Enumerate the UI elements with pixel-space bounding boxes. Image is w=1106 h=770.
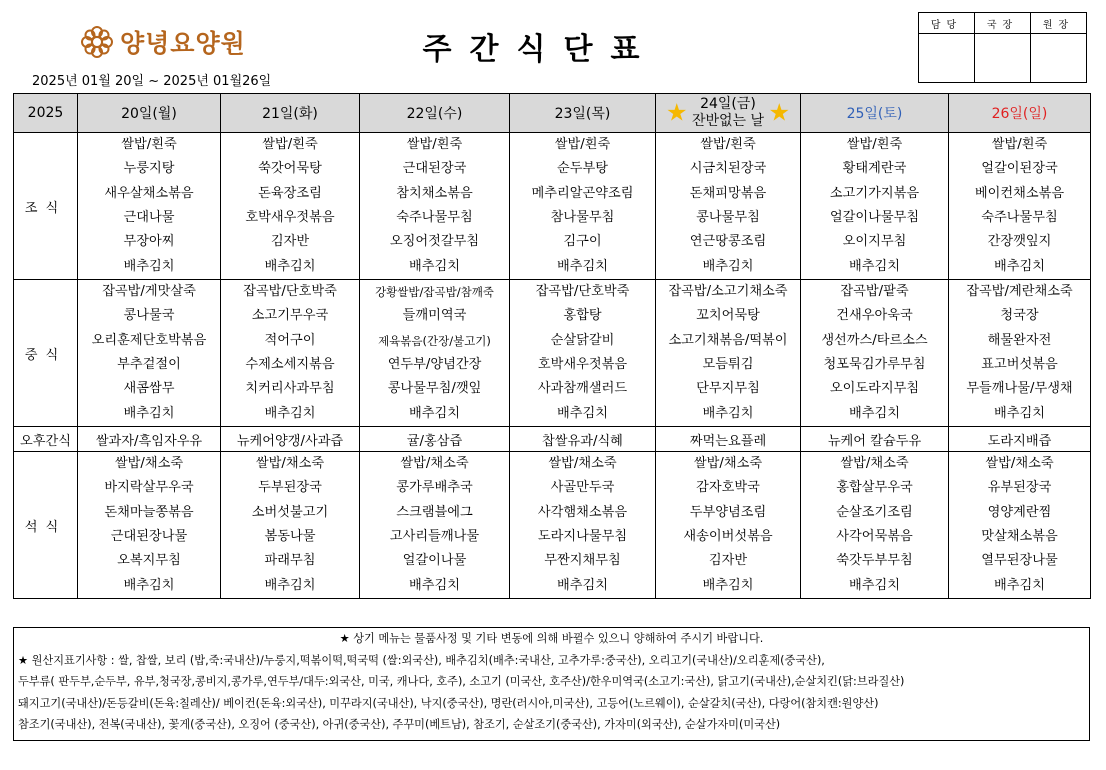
snack-cell: 도라지배즙 — [949, 427, 1091, 452]
header-row — [14, 94, 1091, 133]
menu-item: 들깨미역국 — [402, 308, 467, 324]
menu-item: 무들깨나물/무생채 — [966, 381, 1073, 397]
menu-item: 배추김치 — [702, 577, 754, 593]
no-leftover-day-label: 잔반없는 날 — [691, 113, 765, 129]
menu-item: 소고기가지볶음 — [829, 185, 920, 201]
menu-item: 홍합살무우국 — [836, 480, 913, 496]
menu-item: 돈육장조림 — [258, 185, 322, 201]
breakfast-cell — [656, 133, 801, 280]
menu-item: 생선까스/타르소스 — [821, 332, 928, 348]
menu-item: 김구이 — [563, 234, 602, 250]
menu-item: 감자호박국 — [696, 480, 760, 496]
menu-item: 배추김치 — [849, 258, 900, 274]
menu-item: 소고기채볶음/떡볶이 — [668, 332, 788, 348]
menu-item: 쌀밥/흰죽 — [846, 137, 903, 153]
menu-item: 돈채마늘쫑볶음 — [104, 504, 194, 520]
menu-item: 잡곡밥/팥죽 — [840, 284, 909, 300]
menu-item: 배추김치 — [557, 405, 608, 421]
menu-item: 누룽지탕 — [123, 161, 175, 177]
breakfast-cell — [949, 133, 1091, 280]
menu-item: 배추김치 — [557, 258, 608, 274]
menu-item: 새콤쌈무 — [123, 381, 175, 397]
menu-item: 쑥갓두부무침 — [836, 553, 913, 569]
meal-label-lunch: 중식 — [14, 280, 78, 427]
star-icon: ★ — [768, 98, 790, 127]
menu-item: 쌀밥/흰죽 — [700, 137, 756, 153]
dinner-cell — [360, 452, 510, 599]
menu-item: 김자반 — [708, 553, 748, 569]
menu-item: 쌀밥/채소죽 — [255, 456, 325, 472]
menu-item: 쌀밥/채소죽 — [114, 456, 184, 472]
menu-item: 호박새우젓볶음 — [537, 357, 628, 372]
menu-item: 배추김치 — [264, 258, 316, 274]
breakfast-cell — [78, 133, 221, 280]
day-header-sat: 25일(토) — [801, 94, 949, 133]
menu-item: 배추김치 — [123, 577, 175, 593]
menu-item: 쌀밥/채소죽 — [400, 456, 469, 472]
day-header-thu: 23일(목) — [510, 94, 656, 133]
meal-label-dinner: 석식 — [14, 452, 78, 599]
menu-item: 배추김치 — [994, 405, 1045, 421]
lunch-cell — [510, 280, 656, 427]
breakfast-cell — [360, 133, 510, 280]
day-header-wed: 22일(수) — [360, 94, 510, 133]
menu-item: 배추김치 — [849, 577, 900, 593]
approval-label: 국장 — [975, 13, 1031, 34]
snack-cell: 뉴케어 칼슘두유 — [801, 427, 949, 452]
dinner-row — [14, 452, 1091, 599]
breakfast-cell — [801, 133, 949, 280]
menu-item: 배추김치 — [123, 405, 175, 421]
menu-item: 꼬치어묵탕 — [696, 308, 760, 324]
menu-item: 배추김치 — [264, 405, 316, 421]
menu-item: 오복지무침 — [117, 553, 181, 569]
menu-item: 호박새우젓볶음 — [245, 210, 335, 225]
star-icon: ★ — [665, 98, 688, 127]
menu-item: 배추김치 — [849, 405, 900, 421]
menu-item: 쌀밥/채소죽 — [840, 456, 909, 472]
menu-item: 콩나물무침/깻잎 — [387, 381, 482, 397]
menu-item: 근대된장나물 — [110, 529, 188, 544]
menu-item: 콩가루배추국 — [396, 480, 473, 496]
breakfast-cell — [221, 133, 360, 280]
page-title: 주간식단표 — [422, 32, 658, 67]
menu-item: 파래무침 — [264, 553, 316, 569]
snack-cell: 찹쌀유과/식혜 — [510, 427, 656, 452]
menu-item: 참치채소볶음 — [396, 185, 473, 201]
menu-item: 열무된장나물 — [981, 553, 1058, 569]
menu-item: 오이지무침 — [842, 234, 907, 250]
menu-item: 황태계란국 — [842, 161, 907, 177]
snack-row — [14, 427, 1091, 452]
menu-item: 쌀밥/흰죽 — [991, 137, 1048, 153]
menu-item: 잡곡밥/단호박죽 — [535, 284, 630, 300]
menu-item: 사골만두국 — [550, 480, 615, 496]
menu-item: 연근땅콩조림 — [689, 234, 767, 250]
menu-item: 소버섯불고기 — [251, 504, 329, 520]
origin-line: 돼지고기(국내산)/돈등갈비(돈육:칠레산)/ 베이컨(돈육:외국산), 미꾸라지(국내산), 낙지(중국산), 명란(러시아,미국산), 고등어(노르웨이), 순살갈치(국산), 다랑어(참치캔:원양산) — [18, 696, 879, 710]
menu-item: 단무지무침 — [696, 381, 760, 397]
menu-item: 쑥갓어묵탕 — [258, 161, 322, 177]
menu-item: 배추김치 — [123, 258, 175, 274]
menu-item: 영양계란찜 — [987, 504, 1052, 520]
menu-item: 오징어젓갈무침 — [389, 234, 480, 250]
approval-sign-cell[interactable] — [1031, 34, 1087, 83]
menu-item: 잡곡밥/소고기채소죽 — [668, 284, 788, 300]
lunch-cell — [656, 280, 801, 427]
menu-item: 쌀밥/흰죽 — [554, 137, 611, 153]
menu-item: 쌀밥/흰죽 — [406, 137, 463, 153]
menu-item: 강황쌀밥/잡곡밥/참깨죽 — [375, 285, 494, 300]
menu-item: 무짠지채무침 — [544, 553, 621, 569]
menu-item: 소고기무우국 — [251, 308, 329, 324]
origin-line: 두부류( 판두부,순두부, 유부,청국장,콩비지,콩가루,연두부/대두:외국산, 미국, 캐나다, 호주), 소고기 (미국산, 호주산)/한우미역국(소고기:국산), 닭고기(국내산),순살치킨(닭:브라질산) — [18, 675, 905, 688]
menu-item: 부추겉절이 — [117, 357, 181, 372]
dinner-cell — [510, 452, 656, 599]
menu-item: 쌀밥/흰죽 — [262, 137, 318, 153]
menu-item: 표고버섯볶음 — [981, 357, 1058, 372]
menu-item: 베이컨채소볶음 — [974, 185, 1065, 201]
menu-item: 새우살채소볶음 — [104, 185, 194, 201]
menu-item: 청국장 — [1000, 308, 1039, 324]
menu-item: 김자반 — [270, 234, 310, 250]
dinner-cell — [949, 452, 1091, 599]
menu-item: 숙주나물무침 — [981, 210, 1058, 225]
menu-item: 바지락살무우국 — [104, 480, 194, 496]
menu-item: 순살닭갈비 — [550, 332, 615, 348]
menu-item: 쌀밥/채소죽 — [548, 456, 617, 472]
logo — [80, 24, 246, 60]
menu-item: 사각햄채소볶음 — [537, 504, 628, 520]
breakfast-row — [14, 133, 1091, 280]
menu-item: 콩나물무침 — [696, 210, 760, 225]
approval-box — [918, 12, 1087, 83]
menu-item: 사각어묵볶음 — [836, 529, 913, 544]
notice-text: ★ 상기 메뉴는 물품사정 및 기타 변동에 의해 바뀔수 있으니 양해하여 주시기 바랍니다. — [339, 632, 764, 645]
menu-item: 모듬튀김 — [702, 357, 754, 372]
origin-line: ★ 원산지표기사항 : 쌀, 찹쌀, 보리 (밥,죽:국내산)/누룽지,떡볶이떡,떡국떡 (쌀:외국산), 배추김치(배추:국내산, 고추가루:중국산), 오리고기(국내산)/오리훈제(중국산), — [18, 653, 825, 667]
menu-item: 순살조기조림 — [836, 504, 913, 520]
menu-item: 배추김치 — [557, 577, 608, 593]
dinner-cell — [801, 452, 949, 599]
menu-item: 쌀밥/채소죽 — [985, 456, 1054, 472]
snack-cell: 귤/홍삼즙 — [360, 427, 510, 452]
menu-item: 순두부탕 — [557, 161, 608, 177]
menu-item: 봄동나물 — [264, 529, 316, 544]
menu-item: 맛살채소볶음 — [981, 529, 1058, 544]
menu-item: 해물완자전 — [987, 332, 1052, 348]
menu-item: 쌀밥/채소죽 — [693, 456, 763, 472]
menu-item: 숙주나물무침 — [396, 210, 473, 225]
day-label: 24일(금) — [700, 96, 756, 112]
menu-item: 오이도라지무침 — [829, 381, 920, 397]
menu-item: 근대된장국 — [402, 161, 467, 177]
menu-item: 잡곡밥/게맛살죽 — [102, 284, 196, 300]
lunch-cell — [949, 280, 1091, 427]
menu-item: 건새우아욱국 — [836, 308, 913, 324]
date-range: 2025년 01월 20일 ~ 2025년 01월26일 — [32, 74, 272, 89]
dinner-cell — [78, 452, 221, 599]
menu-item: 사과참깨샐러드 — [537, 381, 628, 397]
day-header-tue: 21일(화) — [221, 94, 360, 133]
lunch-cell — [78, 280, 221, 427]
meal-label-breakfast: 조식 — [14, 133, 78, 280]
menu-item: 수제소세지볶음 — [245, 357, 335, 372]
menu-item: 배추김치 — [702, 258, 754, 274]
snack-cell: 쌀과자/흑임자우유 — [78, 427, 221, 452]
menu-item: 오리훈제단호박볶음 — [91, 332, 207, 348]
approval-sign-cell[interactable] — [919, 34, 975, 83]
snack-cell: 뉴케어양갱/사과즙 — [221, 427, 360, 452]
menu-item: 고사리들깨나물 — [389, 529, 480, 544]
menu-item: 청포묵김가루무침 — [823, 357, 926, 372]
menu-item: 무장아찌 — [123, 234, 175, 250]
lunch-cell — [360, 280, 510, 427]
day-header-fri — [656, 94, 801, 133]
menu-item: 잡곡밥/단호박죽 — [243, 284, 337, 300]
day-header-sun: 26일(일) — [949, 94, 1091, 133]
menu-item: 적어구이 — [264, 332, 316, 348]
notes-box — [13, 627, 1090, 741]
menu-item: 배추김치 — [264, 577, 316, 593]
menu-item: 간장깻잎지 — [987, 234, 1052, 250]
snack-cell: 짜먹는요플레 — [656, 427, 801, 452]
menu-item: 유부된장국 — [987, 480, 1052, 496]
menu-item: 얼갈이된장국 — [981, 161, 1058, 177]
menu-item: 돈채피망볶음 — [689, 185, 767, 201]
menu-item: 배추김치 — [994, 258, 1045, 274]
menu-item: 연두부/양념간장 — [387, 357, 482, 372]
year-cell: 2025 — [14, 94, 78, 133]
menu-item: 근대나물 — [123, 210, 175, 225]
menu-item: 배추김치 — [994, 577, 1045, 593]
menu-item: 참나물무침 — [550, 210, 615, 225]
menu-item: 스크램블에그 — [396, 504, 473, 520]
lunch-cell — [801, 280, 949, 427]
dinner-cell — [656, 452, 801, 599]
menu-item: 두부된장국 — [258, 480, 322, 496]
origin-line: 참조기(국내산), 전복(국내산), 꽃게(중국산), 오징어 (중국산), 아귀(중국산), 주꾸미(베트남), 참조기, 순살조기(중국산), 가자미(외국산), 순살가자미(미국산) — [18, 718, 781, 731]
dinner-cell — [221, 452, 360, 599]
menu-item: 두부양념조림 — [689, 504, 767, 520]
menu-item: 잡곡밥/계란채소죽 — [966, 284, 1073, 300]
approval-label: 담당 — [919, 13, 975, 34]
menu-item: 제육볶음(간장/불고기) — [378, 333, 491, 348]
menu-item: 얼갈이나물 — [402, 553, 467, 569]
menu-item: 메추리알곤약조림 — [531, 185, 634, 201]
menu-item: 치커리사과무침 — [245, 381, 335, 397]
menu-item: 시금치된장국 — [689, 161, 767, 177]
meal-table — [13, 93, 1091, 599]
approval-sign-cell[interactable] — [975, 34, 1031, 83]
menu-item: 새송이버섯볶음 — [683, 529, 773, 544]
menu-item: 배추김치 — [409, 405, 460, 421]
logo-text: 양녕요양원 — [120, 29, 246, 58]
breakfast-cell — [510, 133, 656, 280]
flower-logo-icon — [80, 25, 114, 59]
menu-item: 홍합탕 — [563, 308, 602, 324]
meal-label-snack: 오후간식 — [14, 427, 78, 452]
menu-item: 배추김치 — [409, 577, 460, 593]
lunch-cell — [221, 280, 360, 427]
menu-item: 배추김치 — [409, 258, 460, 274]
menu-item: 얼갈이나물무침 — [829, 210, 920, 225]
menu-item: 쌀밥/흰죽 — [121, 137, 177, 153]
lunch-row — [14, 280, 1091, 427]
menu-item: 콩나물국 — [123, 308, 175, 324]
approval-label: 원장 — [1031, 13, 1087, 34]
day-header-mon: 20일(월) — [78, 94, 221, 133]
menu-item: 배추김치 — [702, 405, 754, 421]
menu-item: 도라지나물무침 — [537, 529, 628, 544]
